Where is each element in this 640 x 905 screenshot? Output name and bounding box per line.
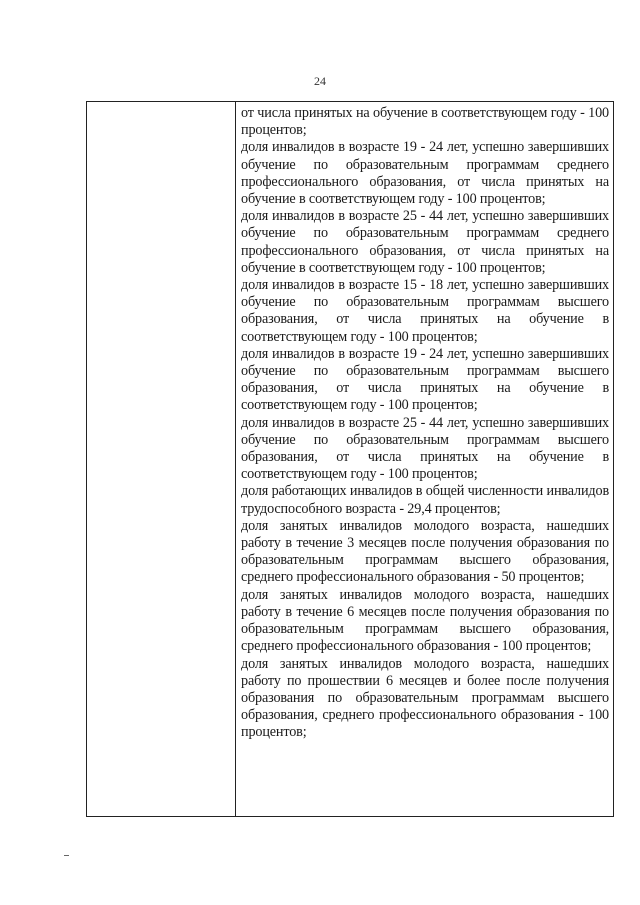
indicator-item: доля занятых инвалидов молодого возраста, нашедших работу в течение 3 месяцев после получения образования по образовательным программам высшего образования, среднего профессионального образования - 50 процентов; bbox=[241, 517, 609, 586]
indicator-item: доля инвалидов в возрасте 19 - 24 лет, успешно завершивших обучение по образовательным программам среднего профессионального образования, от числа принятых на обучение в соответствующем году - 100 процентов; bbox=[241, 139, 609, 208]
page-number: 24 bbox=[314, 74, 326, 88]
scan-mark bbox=[64, 855, 69, 856]
indicator-item: доля работающих инвалидов в общей численности инвалидов трудоспособного возраста - 29,4 процентов; bbox=[241, 483, 609, 517]
indicator-item: доля инвалидов в возрасте 25 - 44 лет, успешно завершивших обучение по образовательным программам среднего профессионального образования, от числа принятых на обучение в соответствующем году - 100 процентов; bbox=[241, 208, 609, 276]
indicator-item: доля инвалидов в возрасте 25 - 44 лет, успешно завершивших обучение по образовательным программам высшего образования, от числа принятых на обучение в соответствующем году - 100 процентов; bbox=[241, 414, 609, 483]
column-divider bbox=[235, 101, 236, 817]
indicator-item: от числа принятых на обучение в соответствующем году - 100 процентов; bbox=[241, 105, 609, 139]
indicators-table bbox=[86, 101, 614, 817]
indicator-item: доля инвалидов в возрасте 19 - 24 лет, успешно завершивших обучение по образовательным программам высшего образования, от числа принятых на обучение в соответствующем году - 100 процентов; bbox=[241, 345, 609, 414]
indicator-item: доля занятых инвалидов молодого возраста, нашедших работу в течение 6 месяцев после получения образования по образовательным программам высшего образования, среднего профессионального образования - 100 процентов; bbox=[241, 586, 609, 655]
table-left-cell bbox=[87, 102, 235, 816]
indicator-item: доля занятых инвалидов молодого возраста, нашедших работу по прошествии 6 месяцев и более после получения образования по образовательным программам высшего образования, среднего профессионального образования - 100 процентов; bbox=[241, 655, 609, 741]
indicator-item: доля инвалидов в возрасте 15 - 18 лет, успешно завершивших обучение по образовательным программам высшего образования, от числа принятых на обучение в соответствующем году - 100 процентов; bbox=[241, 277, 609, 345]
table-right-cell bbox=[241, 105, 609, 742]
